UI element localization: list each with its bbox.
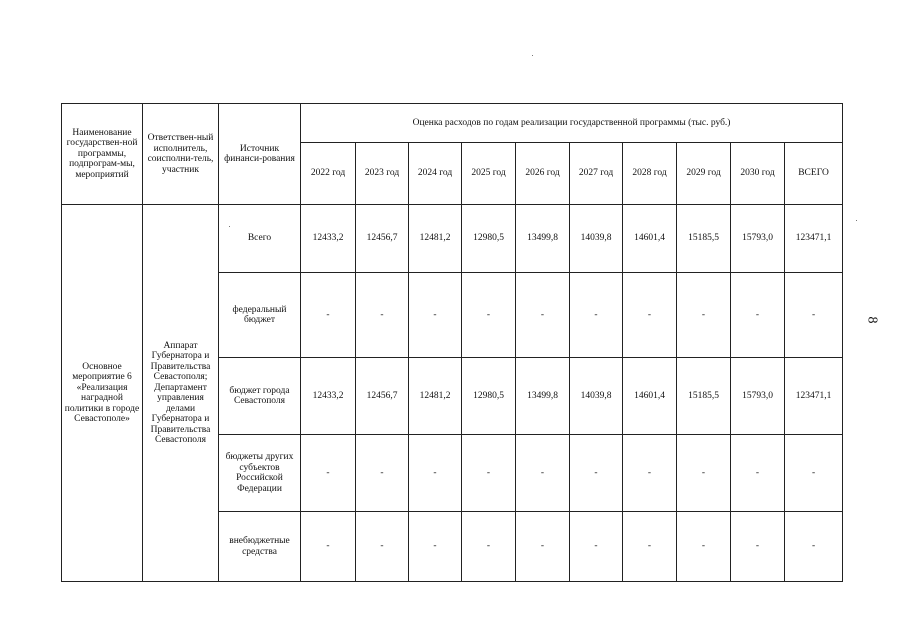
- value-cell: -: [409, 435, 462, 512]
- header-executor: Ответствен-ный исполнитель, соисполни-тель, участник: [143, 104, 219, 205]
- source-cell: внебюджетные средства: [219, 512, 301, 582]
- value-cell: 12456,7: [356, 205, 409, 273]
- source-cell: федеральный бюджет: [219, 273, 301, 358]
- value-cell: 15793,0: [731, 358, 785, 435]
- value-cell: -: [516, 512, 570, 582]
- total-cell: -: [785, 273, 843, 358]
- value-cell: -: [462, 435, 516, 512]
- total-cell: -: [785, 435, 843, 512]
- value-cell: -: [356, 435, 409, 512]
- value-cell: -: [462, 273, 516, 358]
- value-cell: -: [731, 512, 785, 582]
- value-cell: -: [677, 273, 731, 358]
- value-cell: 14039,8: [570, 205, 623, 273]
- header-year: 2026 год: [516, 143, 570, 205]
- header-program: Наименование государствен-ной программы, подпрограм-мы, мероприятий: [62, 104, 143, 205]
- value-cell: -: [409, 512, 462, 582]
- total-cell: -: [785, 512, 843, 582]
- value-cell: 12481,2: [409, 205, 462, 273]
- value-cell: 14601,4: [623, 358, 677, 435]
- source-cell: Всего: [219, 205, 301, 273]
- header-year: 2027 год: [570, 143, 623, 205]
- program-name-cell: Основное мероприятие 6 «Реализация наградной политики в городе Севастополе»: [62, 205, 143, 582]
- value-cell: -: [623, 512, 677, 582]
- value-cell: -: [570, 512, 623, 582]
- header-total: ВСЕГО: [785, 143, 843, 205]
- value-cell: -: [516, 435, 570, 512]
- header-year: 2025 год: [462, 143, 516, 205]
- header-year: 2028 год: [623, 143, 677, 205]
- value-cell: -: [301, 273, 356, 358]
- budget-table: [61, 103, 843, 582]
- executor-cell: Аппарат Губернатора и Правительства Севастополя; Департамент управления делами Губернатора и Правительства Севастополя: [143, 205, 219, 582]
- header-row: [62, 104, 843, 143]
- value-cell: -: [623, 435, 677, 512]
- value-cell: -: [356, 512, 409, 582]
- header-year: 2030 год: [731, 143, 785, 205]
- header-year: 2029 год: [677, 143, 731, 205]
- value-cell: -: [677, 435, 731, 512]
- value-cell: 12433,2: [301, 358, 356, 435]
- value-cell: 15793,0: [731, 205, 785, 273]
- source-cell: бюджеты других субъектов Российской Федерации: [219, 435, 301, 512]
- value-cell: -: [301, 435, 356, 512]
- value-cell: -: [570, 435, 623, 512]
- source-cell: бюджет города Севастополя: [219, 358, 301, 435]
- header-year: 2024 год: [409, 143, 462, 205]
- header-expense-estimate: Оценка расходов по годам реализации государственной программы (тыс. руб.): [301, 104, 843, 143]
- value-cell: 13499,8: [516, 205, 570, 273]
- value-cell: 12481,2: [409, 358, 462, 435]
- page-number: 8: [864, 316, 880, 324]
- table-row: [62, 205, 843, 273]
- value-cell: 12433,2: [301, 205, 356, 273]
- value-cell: 13499,8: [516, 358, 570, 435]
- value-cell: -: [731, 435, 785, 512]
- scan-speck: [532, 55, 533, 56]
- value-cell: -: [409, 273, 462, 358]
- header-year: 2022 год: [301, 143, 356, 205]
- value-cell: -: [623, 273, 677, 358]
- header-year: 2023 год: [356, 143, 409, 205]
- total-cell: 123471,1: [785, 205, 843, 273]
- value-cell: -: [731, 273, 785, 358]
- scan-speck: [856, 220, 857, 221]
- value-cell: 12456,7: [356, 358, 409, 435]
- header-source: Источник финанси-рования: [219, 104, 301, 205]
- value-cell: -: [570, 273, 623, 358]
- value-cell: 15185,5: [677, 205, 731, 273]
- value-cell: -: [301, 512, 356, 582]
- value-cell: -: [462, 512, 516, 582]
- value-cell: -: [677, 512, 731, 582]
- total-cell: 123471,1: [785, 358, 843, 435]
- value-cell: 15185,5: [677, 358, 731, 435]
- value-cell: 14601,4: [623, 205, 677, 273]
- value-cell: 14039,8: [570, 358, 623, 435]
- value-cell: 12980,5: [462, 358, 516, 435]
- value-cell: -: [516, 273, 570, 358]
- value-cell: 12980,5: [462, 205, 516, 273]
- value-cell: -: [356, 273, 409, 358]
